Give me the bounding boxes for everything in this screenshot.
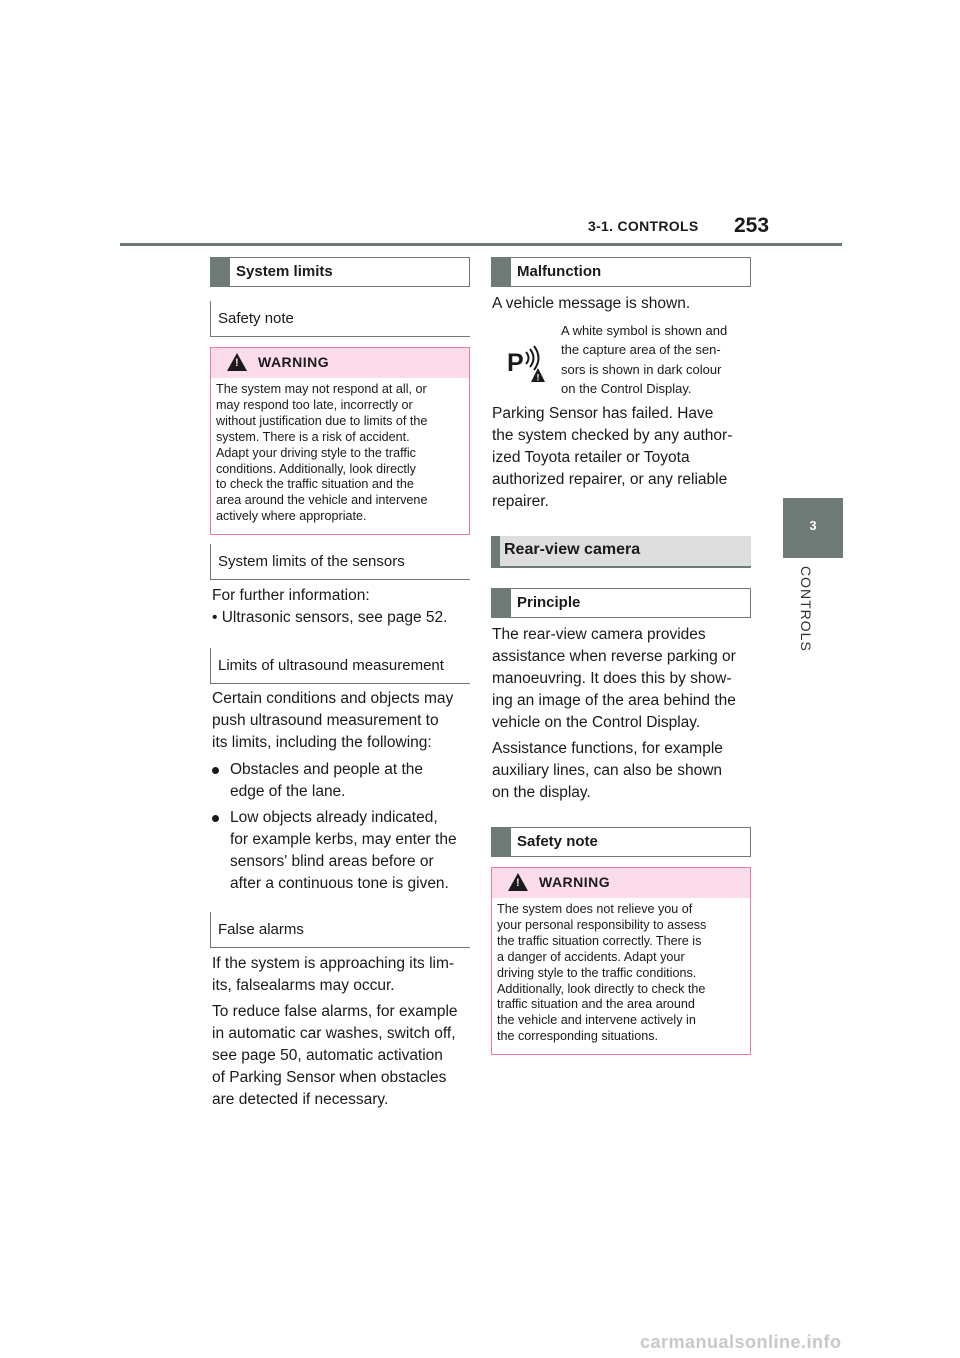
warning-box-1 <box>210 347 470 535</box>
malfunction-heading: Malfunction <box>491 257 751 287</box>
warning-header: ! WARNING <box>492 868 750 898</box>
watermark: carmanualsonline.info <box>640 1332 842 1352</box>
warning-text: The system does not relieve you of your personal responsibility to assess the traffic situation correctly. There is a danger of accidents. Adapt your driving style to the traffic conditions. Additionally, look directly to check the traffic situation and the area around the vehicle and intervene actively in the corresponding situations. <box>497 902 707 1044</box>
page-number: 253 <box>734 214 770 237</box>
rear-view-camera-heading: Rear-view camera <box>491 536 751 568</box>
sensors-limits-heading: System limits of the sensors <box>210 544 470 580</box>
vehicle-message-text: A vehicle message is shown. <box>492 295 691 312</box>
ultrasound-limits-heading: Limits of ultrasound measurement <box>210 648 470 684</box>
chapter-tab-number: 3 <box>783 498 843 558</box>
certain-conditions-paragraph: Certain conditions and objects may push ultrasound measurement to its limits, including the following: <box>212 690 454 751</box>
warning-icon: ! <box>508 873 528 891</box>
safety-note-heading: Safety note <box>210 301 470 337</box>
parking-sensor-icon <box>506 345 546 383</box>
chapter-tab-label: CONTROLS <box>798 566 814 652</box>
false-alarms-heading: False alarms <box>210 912 470 948</box>
assistance-paragraph: Assistance functions, for example auxiliary lines, can also be shown on the display. <box>492 740 723 801</box>
svg-text:!: ! <box>536 372 540 383</box>
safety-note-heading-2: Safety note <box>491 827 751 857</box>
principle-paragraph: The rear-view camera provides assistance when reverse parking or manoeuvring. It does this by show- ing an image of the area behind the vehicle on the Control Display. <box>492 626 736 731</box>
list-item: Obstacles and people at the edge of the lane. <box>212 759 472 803</box>
principle-heading: Principle <box>491 588 751 618</box>
system-limits-heading: System limits <box>210 257 470 287</box>
bullet-icon <box>212 815 219 822</box>
further-info-text: For further information: <box>212 587 370 604</box>
reduce-false-alarms-paragraph: To reduce false alarms, for example in automatic car washes, switch off, see page 50, automatic activation of Parking Sensor when obstacles are detected if necessary. <box>212 1003 458 1108</box>
list-item: Low objects already indicated, for example kerbs, may enter the sensors' blind areas before or after a continuous tone is given. <box>212 807 472 895</box>
warning-text: The system may not respond at all, or may respond too late, incorrectly or without justification due to limits of the system. There is a risk of accident. Adapt your driving style to the traffic conditions. Additionally, look directly to check the traffic situation and the area around the vehicle and intervene actively where appropriate. <box>216 382 428 524</box>
section-title: 3-1. CONTROLS <box>588 218 699 234</box>
warning-header: ! WARNING <box>211 348 469 378</box>
further-info-bullet: • Ultrasonic sensors, see page 52. <box>212 609 448 626</box>
svg-text:P: P <box>507 349 524 377</box>
approaching-paragraph: If the system is approaching its lim- its, falsealarms may occur. <box>212 955 455 994</box>
bullet-icon <box>212 767 219 774</box>
warning-icon: ! <box>227 353 247 371</box>
warning-box-2 <box>491 867 751 1055</box>
header-rule <box>120 243 842 246</box>
symbol-description: A white symbol is shown and the capture area of the sen- sors is shown in dark colour on the Control Display. <box>561 323 728 397</box>
sensor-failed-paragraph: Parking Sensor has failed. Have the system checked by any author- ized Toyota retailer or Toyota authorized repairer, or any reliable repairer. <box>492 405 733 510</box>
